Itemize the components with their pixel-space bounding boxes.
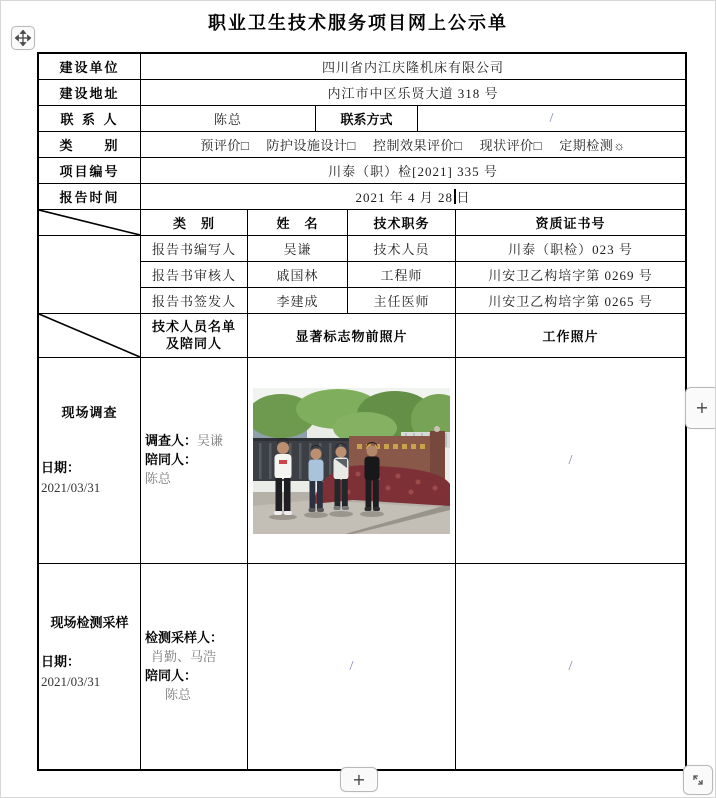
landmark-photo-cell bbox=[248, 358, 456, 564]
personnel-cert: 川安卫乙构培字第 0265 号 bbox=[456, 288, 685, 314]
sampling-people-cell bbox=[141, 564, 248, 769]
contact-method-value: / bbox=[418, 106, 685, 132]
col-header-cert: 资质证书号 bbox=[456, 210, 685, 236]
survey-companion-label: 陪同人： bbox=[145, 453, 198, 468]
sampling-work-photo-cell: / bbox=[568, 658, 573, 674]
survey-date: 2021/03/31 bbox=[41, 480, 101, 495]
survey-companion-name: 陈总 bbox=[145, 472, 172, 487]
resize-handle[interactable] bbox=[683, 765, 713, 795]
surveyor-name: 吴谦 bbox=[197, 434, 224, 449]
sampling-date-label: 日期： bbox=[41, 655, 81, 670]
unit-label: 建设单位 bbox=[39, 54, 141, 80]
diagonal-header-cell bbox=[39, 314, 141, 358]
report-time-label: 报告时间 bbox=[39, 184, 141, 210]
sampling-companion-label: 陪同人： bbox=[145, 668, 198, 684]
personnel-title: 工程师 bbox=[348, 262, 456, 288]
contact-name: 陈总 bbox=[141, 106, 316, 132]
col-header-category: 类 别 bbox=[141, 210, 248, 236]
report-time-suffix: 日 bbox=[456, 190, 471, 205]
survey-date-label: 日期： bbox=[41, 461, 81, 476]
sampling-companion-name: 陈总 bbox=[165, 687, 192, 703]
move-icon bbox=[15, 30, 31, 46]
personnel-name: 戚国林 bbox=[248, 262, 348, 288]
personnel-title: 技术人员 bbox=[348, 236, 456, 262]
sampling-date: 2021/03/31 bbox=[41, 674, 101, 689]
form-table bbox=[37, 52, 687, 771]
personnel-cert: 川安卫乙构培字第 0269 号 bbox=[456, 262, 685, 288]
sampler-label: 检测采样人： bbox=[145, 630, 224, 646]
personnel-title: 主任医师 bbox=[348, 288, 456, 314]
col-header-name: 姓 名 bbox=[248, 210, 348, 236]
project-no-value: 川泰（职）检[2021] 335 号 bbox=[141, 158, 685, 184]
page-title: 职业卫生技术服务项目网上公示单 bbox=[208, 13, 508, 34]
report-time-prefix: 2021 年 4 月 28 bbox=[355, 190, 453, 205]
personnel-category: 报告书编写人 bbox=[141, 236, 248, 262]
address-label: 建设地址 bbox=[39, 80, 141, 106]
personnel-cert: 川泰（职检）023 号 bbox=[456, 236, 685, 262]
sampling-title: 现场检测采样 bbox=[50, 616, 129, 631]
header-staff-list: 技术人员名单及陪同人 bbox=[141, 314, 248, 358]
survey-title: 现场调查 bbox=[61, 406, 118, 421]
contact-method-label: 联系方式 bbox=[316, 106, 418, 132]
sampling-landmark-photo-cell: / bbox=[248, 564, 456, 769]
project-no-label: 项目编号 bbox=[39, 158, 141, 184]
sampling-info-cell bbox=[39, 564, 141, 769]
diagonal-line bbox=[39, 210, 140, 235]
survey-work-photo-cell: / bbox=[456, 358, 685, 564]
sampler-names: 肖勤、马浩 bbox=[151, 649, 217, 665]
header-landmark-photo: 显著标志物前照片 bbox=[248, 314, 456, 358]
plus-icon: + bbox=[352, 769, 366, 789]
surveyor-label: 调查人： bbox=[145, 434, 198, 449]
header-work-photo: 工作照片 bbox=[456, 314, 685, 358]
personnel-name: 李建成 bbox=[248, 288, 348, 314]
col-header-title: 技术职务 bbox=[348, 210, 456, 236]
survey-info-cell bbox=[39, 358, 141, 564]
personnel-category: 报告书审核人 bbox=[141, 262, 248, 288]
personnel-name: 吴谦 bbox=[248, 236, 348, 262]
contact-label: 联 系 人 bbox=[39, 106, 141, 132]
diagonal-header-cell bbox=[39, 210, 141, 236]
text-caret bbox=[454, 189, 456, 204]
report-time-value[interactable] bbox=[141, 184, 685, 210]
diagonal-line bbox=[39, 314, 140, 357]
add-column-button[interactable] bbox=[685, 387, 716, 429]
landmark-photo bbox=[253, 388, 450, 534]
address-value: 内江市中区乐贤大道 318 号 bbox=[141, 80, 685, 106]
category-label: 类 别 bbox=[39, 132, 141, 158]
add-row-button[interactable] bbox=[340, 767, 378, 792]
plus-icon: + bbox=[695, 398, 709, 417]
resize-icon bbox=[690, 772, 706, 788]
personnel-left-empty-cell bbox=[39, 236, 141, 314]
survey-people-cell bbox=[141, 358, 248, 564]
unit-value: 四川省内江庆隆机床有限公司 bbox=[141, 54, 685, 80]
category-options: 预评价□ 防护设施设计□ 控制效果评价□ 现状评价□ 定期检测☼ bbox=[141, 132, 685, 158]
move-table-button[interactable] bbox=[11, 26, 35, 50]
personnel-category: 报告书签发人 bbox=[141, 288, 248, 314]
